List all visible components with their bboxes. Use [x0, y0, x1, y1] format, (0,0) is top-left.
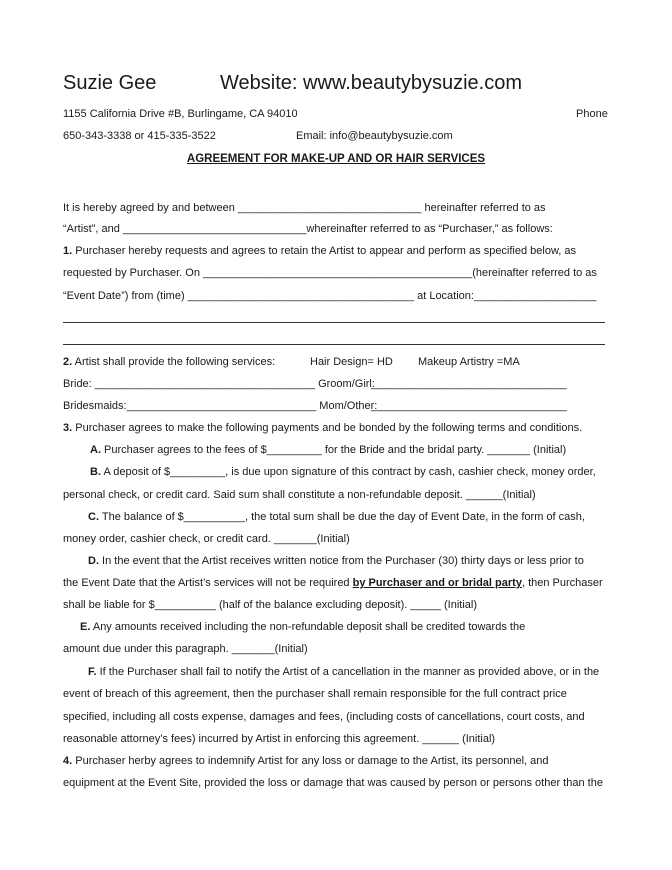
email: Email: info@beautybysuzie.com: [296, 130, 453, 142]
clause-number: 1.: [63, 245, 73, 257]
phone-label: Phone: [576, 108, 608, 120]
clause-text: Purchaser hereby requests and agrees to retain the Artist to appear and perform as specified below, as: [72, 245, 577, 257]
clause-text: If the Purchaser shall fail to notify the Artist of a cancellation in the manner as provided above, or in the: [96, 666, 600, 678]
clause-line: [63, 577, 603, 589]
mom-blank: ________________________________: [371, 400, 567, 412]
sub-label: C.: [88, 511, 99, 523]
clause-text: A deposit of $_________, is due upon signature of this contract by cash, cashier check, money order,: [101, 466, 596, 478]
clause-1: [63, 245, 576, 257]
clause-text: Purchaser herby agrees to indemnify Artist for any loss or damage to the Artist, its personnel, and: [72, 755, 549, 767]
clause-3e: [80, 621, 525, 633]
website-heading: Website: www.beautybysuzie.com: [220, 72, 522, 94]
sub-label: A.: [90, 444, 101, 456]
sub-label: B.: [90, 466, 101, 478]
clause-line: amount due under this paragraph. _______(Initial): [63, 643, 308, 655]
clause-3d: [88, 555, 584, 567]
sub-label: F.: [88, 666, 97, 678]
clause-text: Purchaser agrees to make the following payments and be bonded by the following terms and conditions.: [72, 422, 583, 434]
sub-label: D.: [88, 555, 99, 567]
clause-4: [63, 755, 549, 767]
agreement-title: [0, 153, 672, 165]
clause-line: “Artist”, and ______________________________whereinafter referred to as “Purchaser,” as follows:: [63, 223, 553, 235]
hair-design-key: Hair Design= HD: [310, 356, 393, 368]
bride-groom-line: Bride: ____________________________________ Groom/Girl:: [63, 378, 375, 390]
clause-line: “Event Date”) from (time) _____________________________________ at Location:____________________: [63, 290, 597, 302]
clause-number: 2.: [63, 356, 73, 368]
clause-line: It is hereby agreed by and between ______________________________ hereinafter referred to as: [63, 202, 546, 214]
clause-line: requested by Purchaser. On ____________________________________________(hereinafter referred to as: [63, 267, 597, 279]
clause-line: money order, cashier check, or credit card. _______(Initial): [63, 533, 350, 545]
clause-3: [63, 422, 582, 434]
clause-line: reasonable attorney’s fees) incurred by Artist in enforcing this agreement. ______ (Initial): [63, 733, 496, 745]
clause-3f: [88, 666, 599, 678]
clause-number: 4.: [63, 755, 73, 767]
business-name: Suzie Gee: [63, 72, 157, 94]
agreement-title-text: AGREEMENT FOR MAKE-UP AND OR HAIR SERVICES: [186, 153, 486, 165]
groom-blank: ________________________________: [371, 378, 567, 390]
blank-line: [63, 344, 605, 345]
clause-text: Any amounts received including the non-refundable deposit shall be credited towards the: [90, 621, 526, 633]
clause-text: , then Purchaser: [521, 577, 603, 589]
clause-text: Artist shall provide the following services:: [72, 356, 276, 368]
emphasized-text: by Purchaser and or bridal party: [352, 577, 522, 589]
clause-3c: [88, 511, 585, 523]
clause-line: specified, including all costs expense, damages and fees, (including costs of cancellations, court costs, and: [63, 711, 585, 723]
clause-text: Purchaser agrees to the fees of $_________ for the Bride and the bridal party. _______ (Initial): [101, 444, 567, 456]
clause-text: In the event that the Artist receives written notice from the Purchaser (30) thirty days or less prior to: [99, 555, 584, 567]
clause-3a: [90, 444, 566, 456]
clause-number: 3.: [63, 422, 73, 434]
clause-line: event of breach of this agreement, then the purchaser shall remain responsible for the full contract price: [63, 688, 567, 700]
phone-numbers: 650-343-3338 or 415-335-3522: [63, 130, 216, 142]
address: 1155 California Drive #B, Burlingame, CA 94010: [63, 108, 298, 120]
clause-line: shall be liable for $__________ (half of the balance excluding deposit). _____ (Initial): [63, 599, 478, 611]
clause-3b: [90, 466, 596, 478]
clause-line: equipment at the Event Site, provided the loss or damage that was caused by person or persons other than the: [63, 777, 603, 789]
clause-text: the Event Date that the Artist’s services will not be required: [63, 577, 353, 589]
blank-line: [63, 322, 605, 323]
makeup-key: Makeup Artistry =MA: [418, 356, 520, 368]
sub-label: E.: [80, 621, 91, 633]
clause-text: The balance of $__________, the total sum shall be due the day of Event Date, in the form of cash,: [99, 511, 585, 523]
clause-2: [63, 356, 275, 368]
clause-line: personal check, or credit card. Said sum shall constitute a non-refundable deposit. ______(Initial): [63, 489, 536, 501]
bridesmaids-mom-line: Bridesmaids:_______________________________ Mom/Other:: [63, 400, 378, 412]
